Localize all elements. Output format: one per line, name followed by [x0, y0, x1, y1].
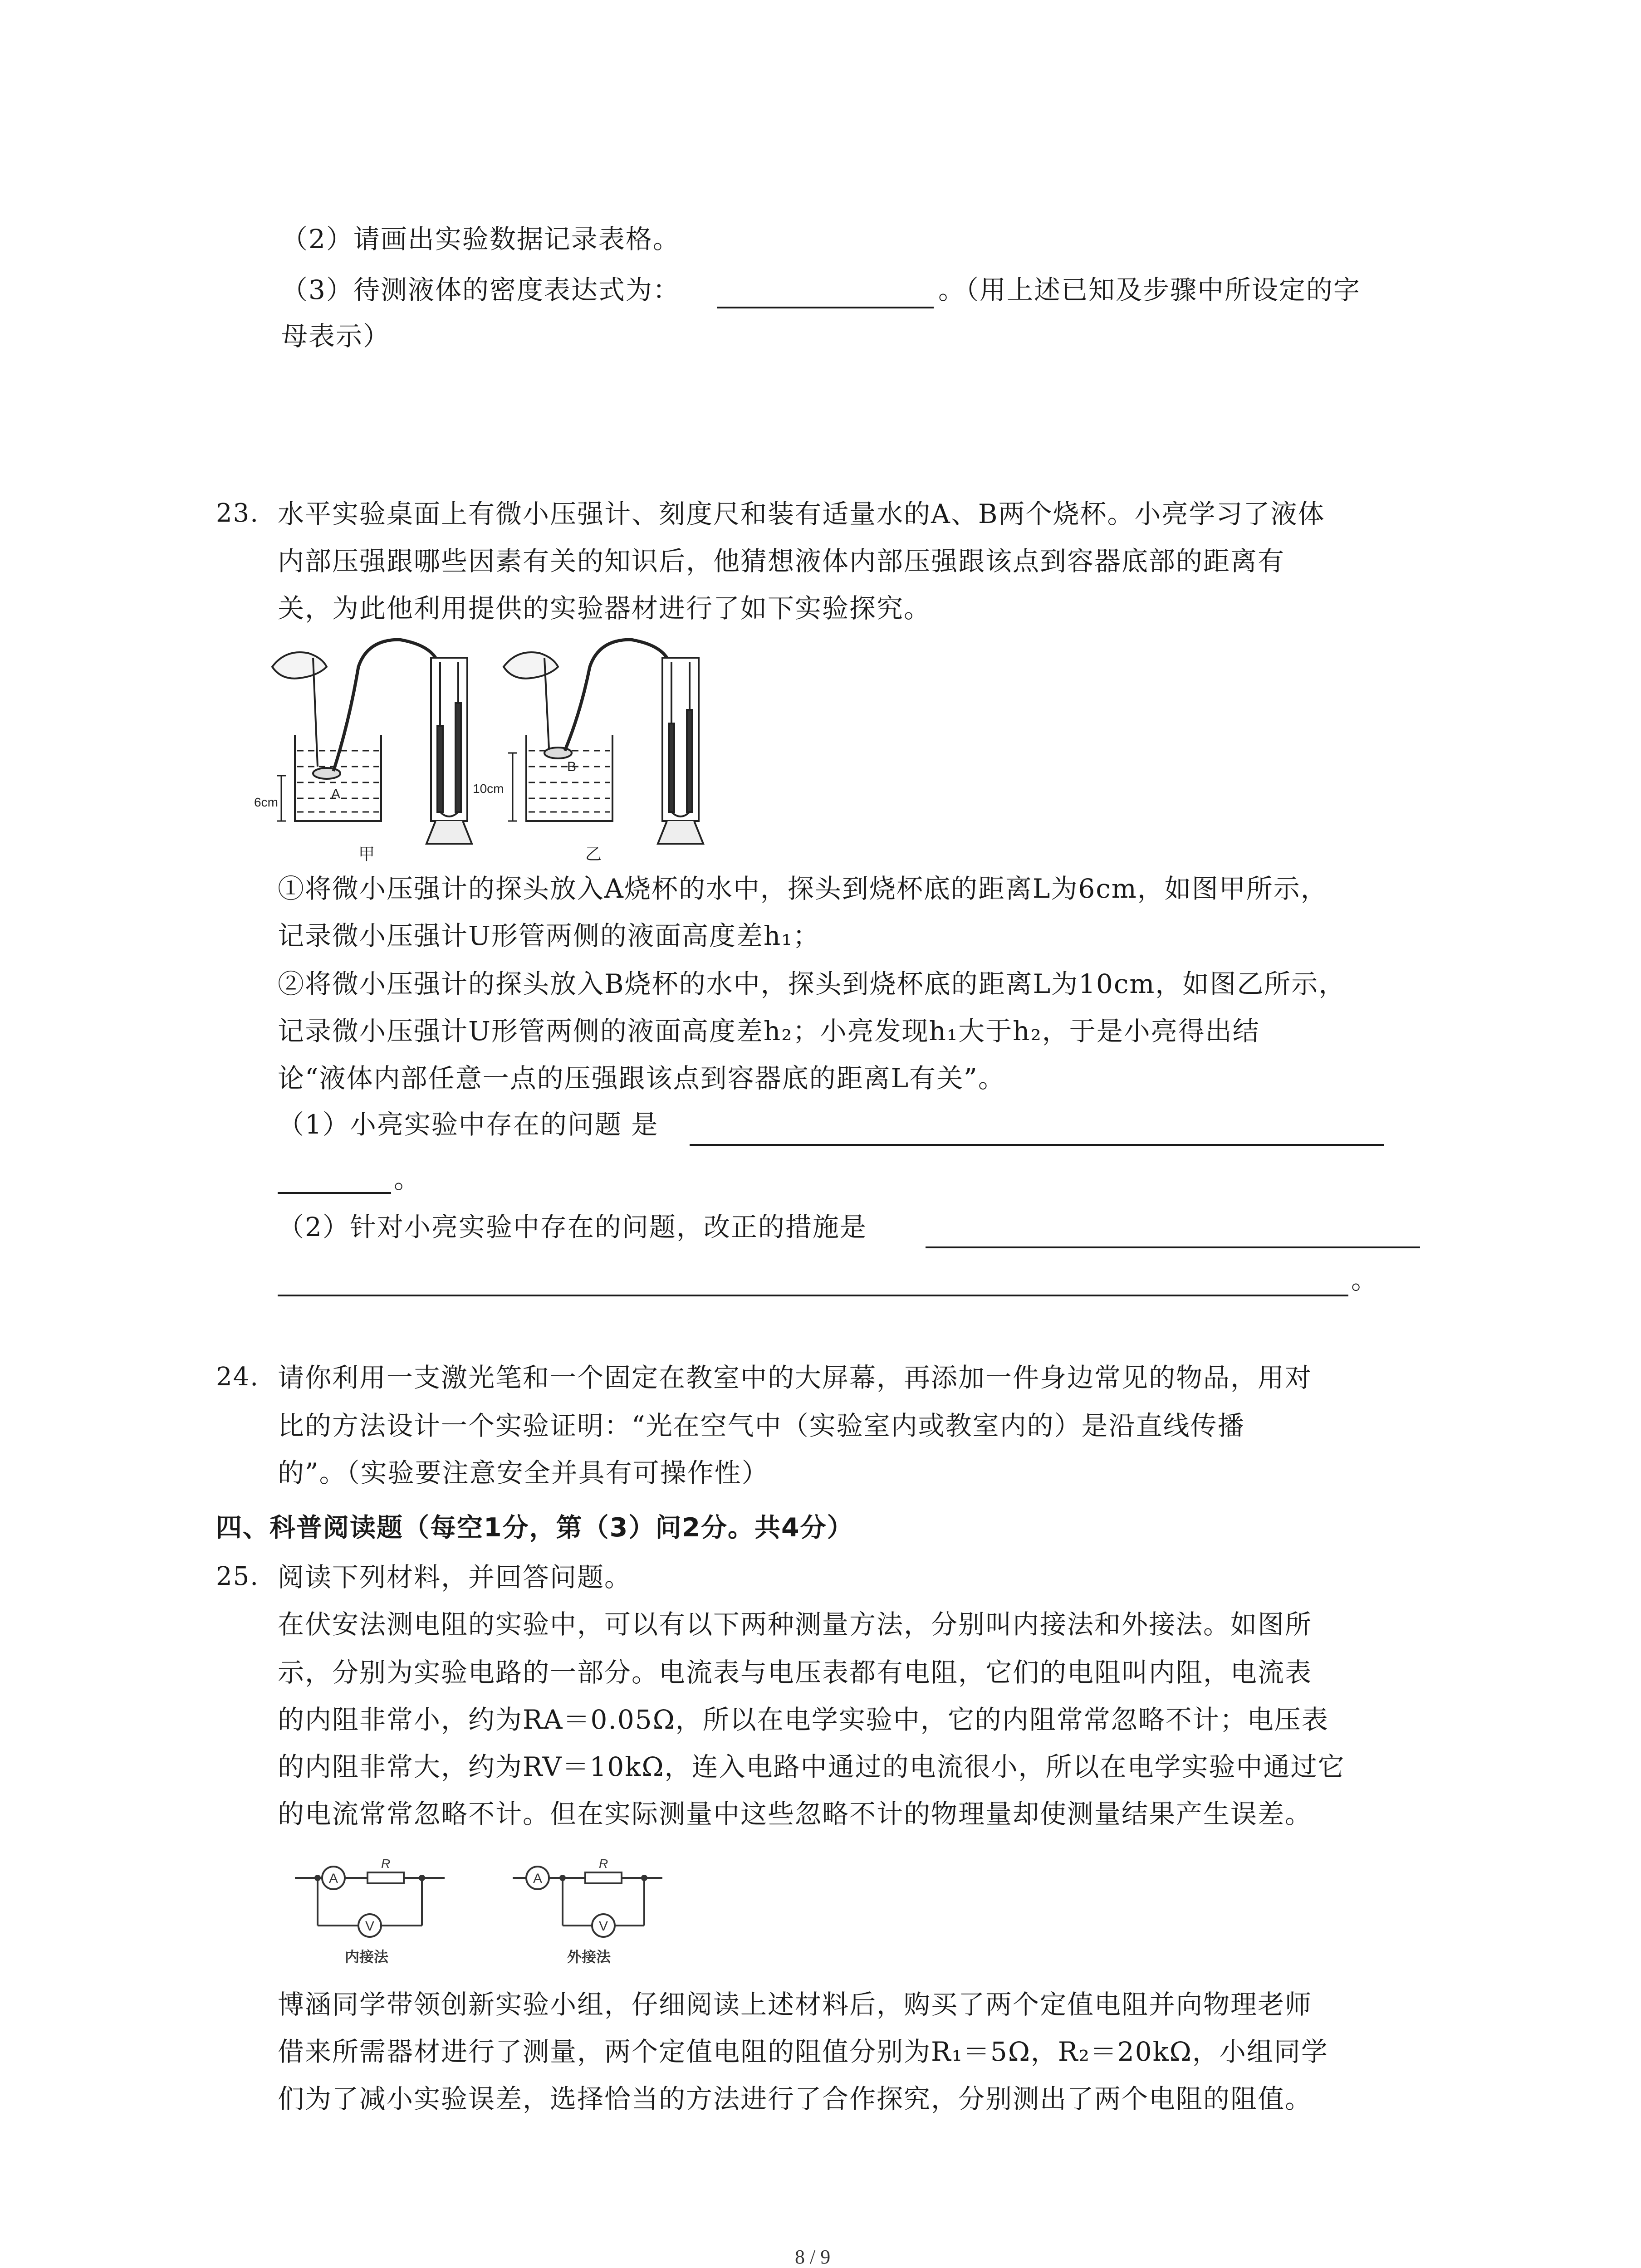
q25-para2-2: 借来所需器材进行了测量，两个定值电阻的阻值分别为R₁＝5Ω，R₂＝20kΩ，小组同学: [278, 2036, 1328, 2067]
q25-outer-ammeter-label: A: [533, 1871, 543, 1886]
q23-left-measure-label: 6cm: [254, 795, 278, 809]
q25-number: 25.: [216, 1562, 260, 1591]
q25-para1-2: 示，分别为实验电路的一部分。电流表与电压表都有电阻，它们的电阻叫内阻，电流表: [278, 1657, 1313, 1688]
q23-left-probe-label: A: [331, 787, 341, 802]
q23-number: 23.: [216, 499, 260, 528]
q23-part1-blank-2[interactable]: [278, 1192, 391, 1194]
q23-stem-3: 关，为此他利用提供的实验器材进行了如下实验探究。: [278, 593, 931, 624]
q25-para2-1: 博涵同学带领创新实验小组，仔细阅读上述材料后，购买了两个定值电阻并向物理老师: [278, 1989, 1313, 2020]
q23-right-apparatus: [504, 640, 703, 844]
q23-stem-2: 内部压强跟哪些因素有关的知识后，他猜想液体内部压强跟该点到容器底部的距离有: [278, 546, 1285, 577]
q23-step-2a: ②将微小压强计的探头放入B烧杯的水中，探头到烧杯底的距离L为10cm，如图乙所示，: [278, 968, 1346, 999]
q23-left-apparatus: [272, 640, 472, 844]
q23-left-caption: 甲: [358, 845, 375, 863]
q23-right-probe-label: B: [567, 759, 577, 774]
q22-part3-c: 母表示）: [281, 321, 391, 352]
q23-figure: [254, 631, 708, 866]
q25-para1-5: 的电流常常忽略不计。但在实际测量中这些忽略不计的物理量却使测量结果产生误差。: [278, 1799, 1313, 1829]
q25-circuit-figure: [290, 1851, 699, 1973]
q24-line-2: 比的方法设计一个实验证明：“光在空气中（实验室内或教室内的）是沿直线传播: [278, 1410, 1245, 1441]
q25-inner-voltmeter-label: V: [365, 1919, 375, 1934]
q25-para1-4: 的内阻非常大，约为RV＝10kΩ，连入电路中通过的电流很小，所以在电学实验中通过它: [278, 1751, 1345, 1782]
q23-step-2b: 记录微小压强计U形管两侧的液面高度差h₂；小亮发现h₁大于h₂，于是小亮得出结: [278, 1016, 1260, 1046]
q25-para2-3: 们为了减小实验误差，选择恰当的方法进行了合作探究，分别测出了两个电阻的阻值。: [278, 2083, 1313, 2114]
page-number: 8 / 9: [795, 2246, 831, 2268]
q23-part2-blank-1[interactable]: [926, 1246, 1420, 1248]
q23-step-2c: 论“液体内部任意一点的压强跟该点到容器底的距离L有关”。: [278, 1063, 1005, 1094]
q22-part3-a: （3）待测液体的密度表达式为：: [281, 274, 680, 305]
q23-part2-blank-2[interactable]: [278, 1295, 1348, 1296]
q24-line-1: 请你利用一支激光笔和一个固定在教室中的大屏幕，再添加一件身边常见的物品，用对: [278, 1362, 1313, 1393]
q25-intro: 阅读下列材料，并回答问题。: [278, 1562, 632, 1593]
q25-inner-caption: 内接法: [345, 1949, 389, 1965]
q23-right-caption: 乙: [585, 845, 602, 863]
q23-part1: （1）小亮实验中存在的问题 是: [278, 1109, 659, 1140]
q23-part2-end: 。: [1351, 1264, 1379, 1295]
q25-para1-1: 在伏安法测电阻的实验中，可以有以下两种测量方法，分别叫内接法和外接法。如图所: [278, 1609, 1313, 1640]
q22-answer-blank[interactable]: [717, 307, 934, 308]
q23-part2: （2）针对小亮实验中存在的问题，改正的措施是: [278, 1212, 867, 1242]
q23-part1-end: 。: [394, 1163, 421, 1194]
section4-title: 四、科普阅读题（每空1分，第（3）问2分。共4分）: [216, 1513, 854, 1543]
q25-para1-3: 的内阻非常小，约为RA＝0.05Ω，所以在电学实验中，它的内阻常常忽略不计；电压表: [278, 1704, 1329, 1735]
q25-outer-resistor-label: R: [599, 1857, 608, 1871]
q25-outer-voltmeter-label: V: [599, 1919, 608, 1934]
q23-step-1b: 记录微小压强计U形管两侧的液面高度差h₁；: [278, 920, 820, 951]
q25-inner-resistor-label: R: [381, 1857, 391, 1871]
q24-number: 24.: [216, 1362, 260, 1392]
q23-step-1a: ①将微小压强计的探头放入A烧杯的水中，探头到烧杯底的距离L为6cm，如图甲所示，: [278, 873, 1328, 904]
q25-outer-caption: 外接法: [567, 1949, 611, 1965]
q22-part3-b: 。（用上述已知及步骤中所设定的字: [938, 274, 1361, 305]
q25-inner-ammeter-label: A: [329, 1871, 338, 1886]
q23-right-measure-label: 10cm: [473, 782, 504, 796]
q23-part1-blank-1[interactable]: [690, 1144, 1384, 1146]
q24-line-3: 的”。（实验要注意安全并具有可操作性）: [278, 1457, 769, 1488]
q23-stem-1: 水平实验桌面上有微小压强计、刻度尺和装有适量水的A、B两个烧杯。小亮学习了液体: [278, 499, 1325, 529]
q22-part2: （2）请画出实验数据记录表格。: [281, 224, 680, 254]
